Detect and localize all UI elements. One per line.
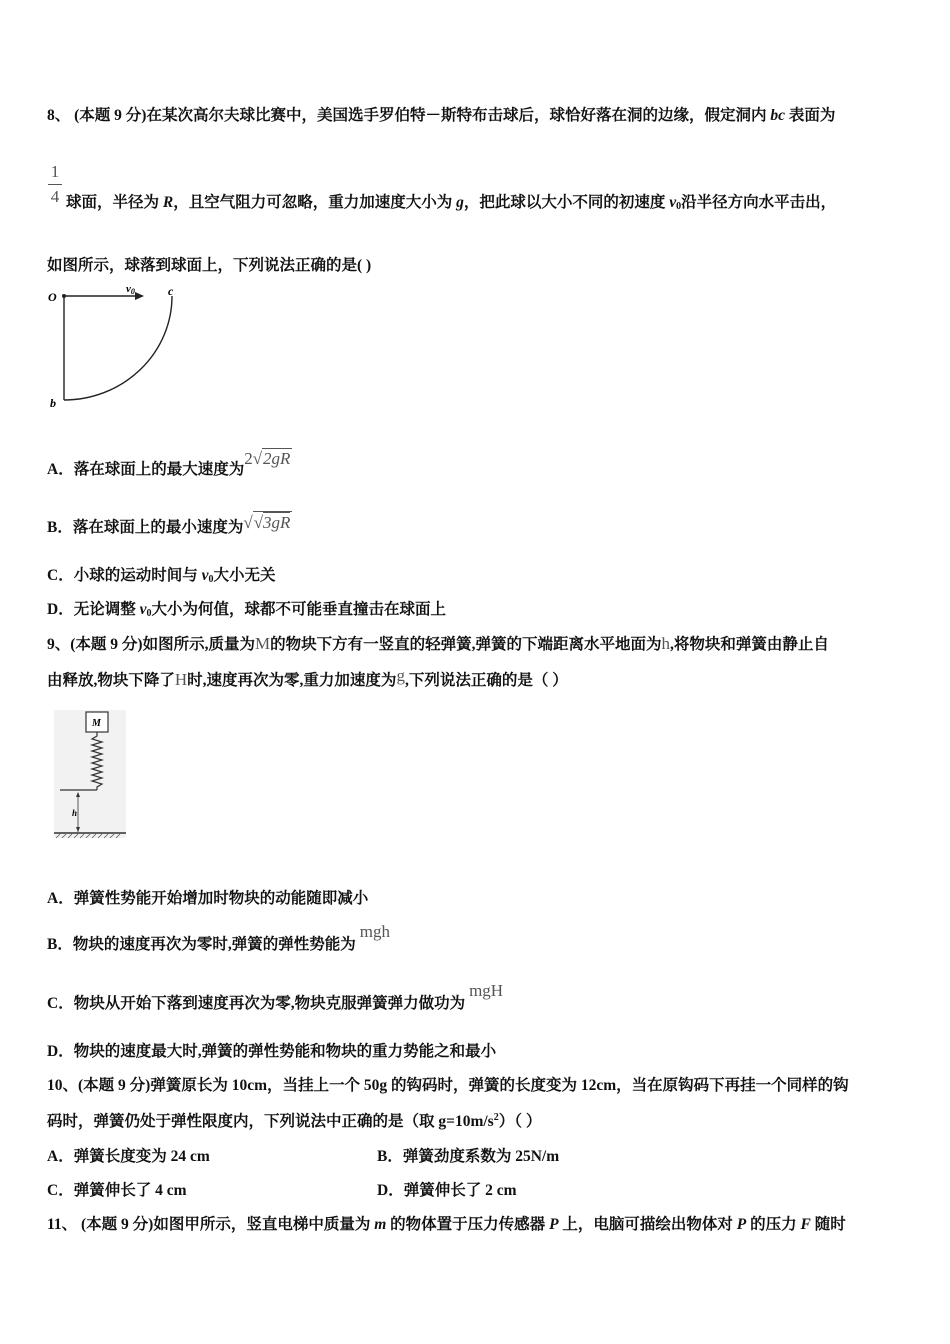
q8-stem-line1: 8、 (本题 9 分)在某次高尔夫球比赛中，美国选手罗伯特－斯特布击球后，球恰好落在洞的边缘，假定洞内 bc 表面为 — [47, 107, 836, 124]
expr-sqrt-sqrt-3gR: √√3gR — [243, 513, 291, 532]
q9-stem-line2: 由释放,物块下降了H时,速度再次为零,重力加速度为g,下列说法正确的是（ ） — [47, 666, 568, 689]
q8-option-a: A．落在球面上的最大速度为2√2gR — [47, 449, 291, 478]
label-b: b — [50, 396, 56, 410]
q8-quarter-sphere-figure — [40, 280, 190, 415]
q9-stem-line1: 9、(本题 9 分)如图所示,质量为M的物块下方有一竖直的轻弹簧,弹簧的下端距离水平地面为h,将物块和弹簧由静止自 — [47, 634, 829, 653]
q8-option-c: C．小球的运动时间与 $v_0$大小无关 — [47, 567, 276, 585]
q9-option-b: B．物块的速度再次为零时,弹簧的弹性势能为mgh — [47, 922, 390, 953]
q8-stem-line3: 如图所示，球落到球面上，下列说法正确的是( ) — [47, 257, 372, 274]
q8-option-b: B．落在球面上的最小速度为√√3gR — [47, 513, 291, 536]
q10-option-b: B．弹簧劲度系数为 25N/m — [377, 1148, 560, 1165]
q10-option-a: A．弹簧长度变为 24 cm — [47, 1148, 210, 1165]
q11-stem-line1: 11、 (本题 9 分)如图甲所示，竖直电梯中质量为 m 的物体置于压力传感器 P 上，电脑可描绘出物体对 P 的压力 F 随时 — [47, 1216, 846, 1233]
expr-mgH: mgH — [469, 981, 504, 1000]
label-v0: v0 — [126, 283, 135, 296]
q8-fraction — [48, 162, 62, 207]
q9-option-c: C．物块从开始下落到速度再次为零,物块克服弹簧弹力做功为mgH — [47, 981, 504, 1012]
q10-option-d: D．弹簧伸长了 2 cm — [377, 1182, 517, 1199]
fraction-numerator: 1 — [50, 162, 60, 181]
label-o: O — [48, 290, 57, 304]
q10-stem-line2: 码时，弹簧仍处于弹性限度内，下列说法中正确的是（取 $g=10m/s^2$）（ ） — [47, 1112, 542, 1130]
q9-spring-block-figure — [50, 708, 130, 843]
label-c: c — [168, 284, 174, 298]
expr-mgh: mgh — [359, 922, 390, 941]
q10-stem-line1: 10、(本题 9 分)弹簧原长为 10cm，当挂上一个 50g 的钩码时，弹簧的长度变为 12cm，当在原钩码下再挂一个同样的钩 — [47, 1077, 849, 1094]
fraction-denominator: 4 — [50, 187, 60, 206]
label-m: M — [92, 718, 101, 729]
q10-option-c: C．弹簧伸长了 4 cm — [47, 1182, 187, 1199]
q9-option-d: D．物块的速度最大时,弹簧的弹性势能和物块的重力势能之和最小 — [47, 1043, 497, 1060]
q9-option-a: A．弹簧性势能开始增加时物块的动能随即减小 — [47, 890, 369, 907]
expr-2-sqrt-2gR: 2√2gR — [244, 449, 291, 468]
q8-stem-line2: 球面，半径为 R，且空气阻力可忽略，重力加速度大小为 g，把此球以大小不同的初速度 $v_0$沿半径方向水平击出， — [66, 194, 837, 212]
q8-option-d: D．无论调整 $v_0$大小为何值，球都不可能垂直撞击在球面上 — [47, 601, 446, 619]
label-h: h — [72, 808, 78, 818]
